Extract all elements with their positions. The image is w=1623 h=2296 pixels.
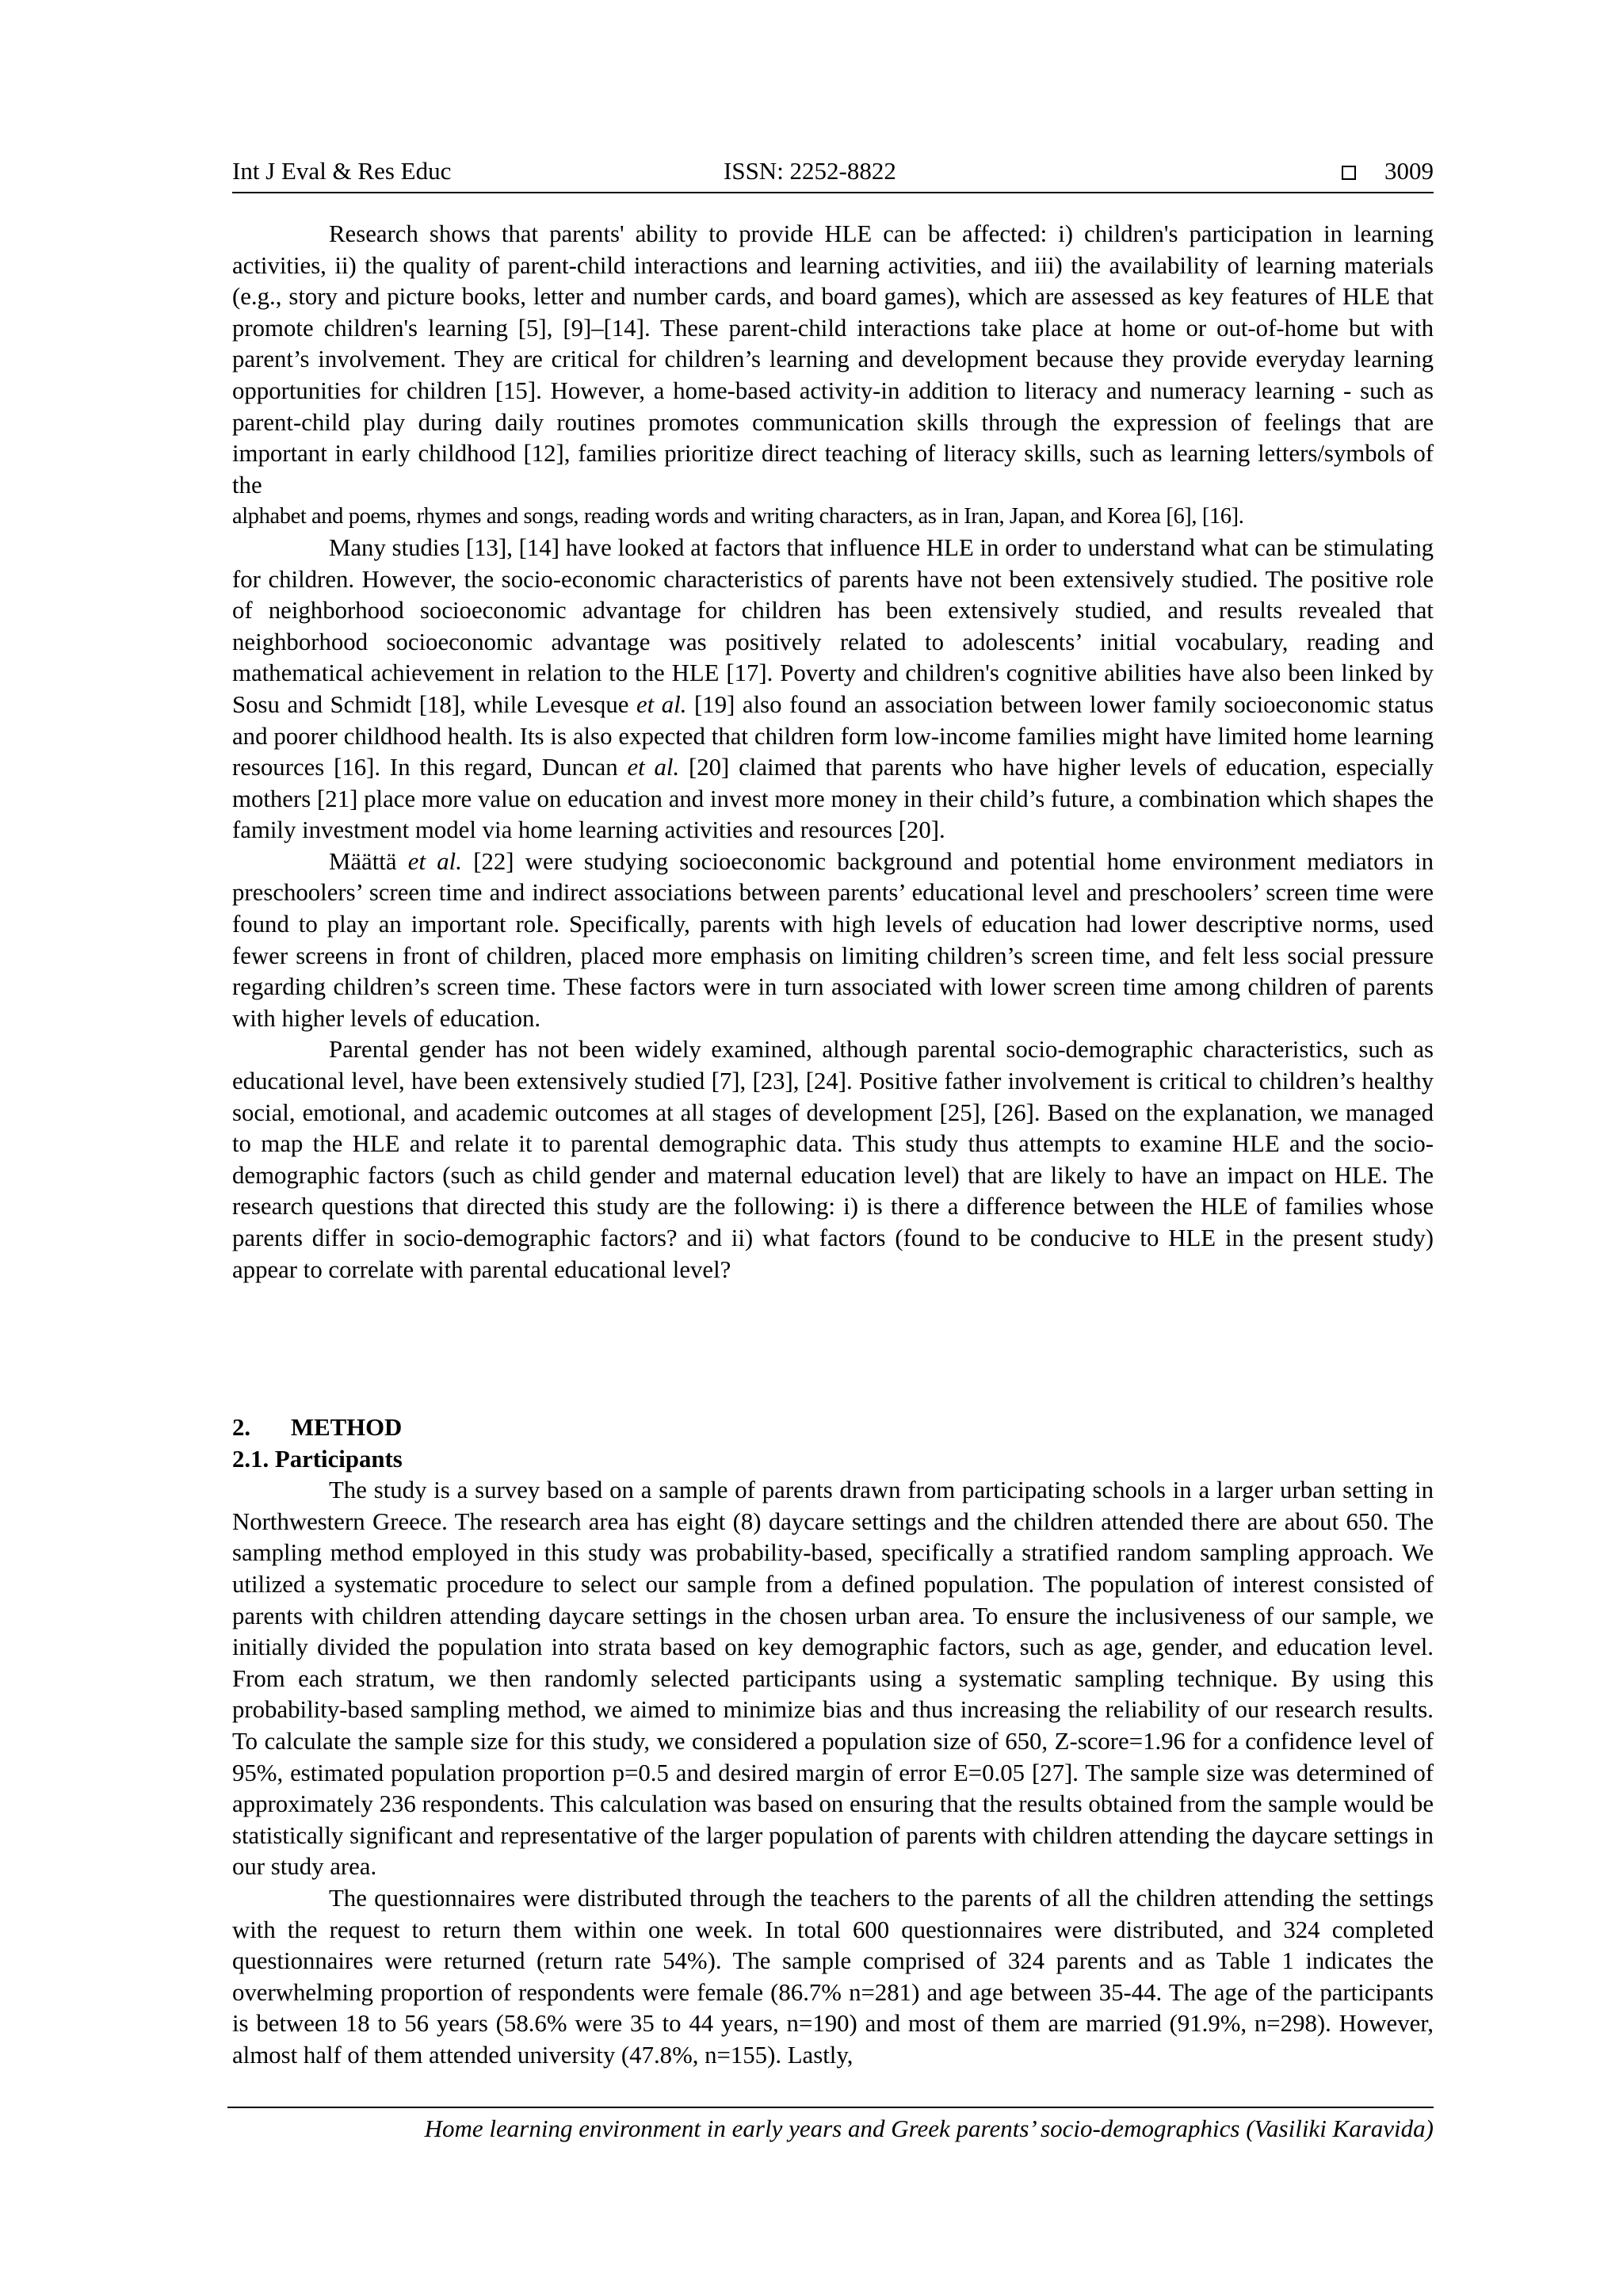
paragraph-2 bbox=[232, 533, 1434, 846]
paragraph-3-text-b: [22] were studying socioeconomic background and potential home environment mediators in preschoolers’ screen time and indirect associations between parents’ educational level and preschoolers’ screen time were found to play an important role. Specifically, parents with high levels of education had lower descriptive norms, used fewer screens in front of children, placed more emphasis on limiting children’s screen time, and felt less social pressure regarding children’s screen time. These factors were in turn associated with lower screen time among children of parents with higher levels of education. bbox=[232, 847, 1434, 1032]
running-header bbox=[232, 155, 1434, 193]
footer-text: Home learning environment in early years and Greek parents’ socio-demographics (Vasiliki Karavida) bbox=[424, 2115, 1434, 2142]
paragraph-2-text-c: [20] claimed that parents who have higher levels of education, especially mothers [21] place more value on education and invest more money in their child’s future, a combination which shapes the family investment model via home learning activities and resources [20]. bbox=[232, 754, 1434, 844]
paragraph-2-text-a: Many studies [13], [14] have looked at factors that influence HLE in order to understand what can be stimulating for children. However, the socio-economic characteristics of parents have not been extensively studied. The positive role of neighborhood socioeconomic advantage for children has been extensively studied, and results revealed that neighborhood socioeconomic advantage was positively related to adolescents’ initial vocabulary, reading and mathematical achievement in relation to the HLE [17]. Poverty and children's cognitive abilities have also been linked by Sosu and Schmidt [18], while Levesque bbox=[232, 533, 1434, 718]
running-footer bbox=[227, 2107, 1434, 2145]
section-number: 2. bbox=[232, 1414, 251, 1441]
paragraph-1-text: Research shows that parents' ability to provide HLE can be affected: i) children's participation in learning activities, ii) the quality of parent-child interactions and learning activities, and iii) the availability of learning materials (e.g., story and picture books, letter and number cards, and board games), which are assessed as key features of HLE that promote children's learning [5], [9]–[14]. These parent-child interactions take place at home or out-of-home but with parent’s involvement. They are critical for children’s learning and development because they provide everyday learning opportunities for children [15]. However, a home-based activity-in addition to literacy and numeracy learning - such as parent-child play during daily routines promotes communication skills through the expression of feelings that are important in early childhood [12], families prioritize direct teaching of literacy skills, such as learning letters/symbols of the bbox=[232, 220, 1434, 499]
method-section bbox=[232, 1412, 1434, 2071]
method-paragraph-1: The study is a survey based on a sample of parents drawn from participating schools in a larger urban setting in Northwestern Greece. The research area has eight (8) daycare settings and the children attended there are about 650. The sampling method employed in this study was probability-based, specifically a stratified random sampling approach. We utilized a systematic procedure to select our sample from a defined population. The population of interest consisted of parents with children attending daycare settings in the chosen urban area. To ensure the inclusiveness of our sample, we initially divided the population into strata based on key demographic factors, such as age, gender, and education level. From each stratum, we then randomly selected participants using a systematic sampling technique. By using this probability-based sampling method, we aimed to minimize bias and thus increasing the reliability of our research results. To calculate the sample size for this study, we considered a population size of 650, Z-score=1.96 for a confidence level of 95%, estimated population proportion p=0.5 and desired margin of error E=0.05 [27]. The sample size was determined of approximately 236 respondents. This calculation was based on ensuring that the results obtained from the sample would be statistically significant and representative of the larger population of parents with children attending the daycare settings in our study area. bbox=[232, 1477, 1434, 1881]
page-number-block bbox=[1342, 155, 1434, 187]
journal-name: Int J Eval & Res Educ bbox=[232, 157, 452, 185]
paragraph-2-text-b: [19] also found an association between lower family socioeconomic status and poorer childhood health. Its is also expected that children form low-income families might have limited home learning resources [16]. In this regard, Duncan bbox=[232, 690, 1434, 781]
square-icon bbox=[1342, 166, 1356, 180]
page-number: 3009 bbox=[1384, 157, 1434, 185]
et-al: et al. bbox=[407, 847, 462, 875]
paragraph-3 bbox=[232, 846, 1434, 1035]
paragraph-1-tail: alphabet and poems, rhymes and songs, reading words and writing characters, as in Iran, Japan, and Korea [6], [16]. bbox=[232, 504, 1244, 529]
subsection-heading bbox=[232, 1444, 1434, 1476]
subsection-number: 2.1. bbox=[232, 1445, 269, 1473]
issn: ISSN: 2252-8822 bbox=[724, 157, 896, 185]
method-paragraph-2: The questionnaires were distributed through the teachers to the parents of all the children attending the settings with the request to return them within one week. In total 600 questionnaires were distributed, and 324 completed questionnaires were returned (return rate 54%). The sample comprised of 324 parents and as Table 1 indicates the overwhelming proportion of respondents were female (86.7% n=281) and age between 35-44. The age of the participants is between 18 to 56 years (58.6% were 35 to 44 years, n=190) and most of them are married (91.9%, n=298). However, almost half of them attended university (47.8%, n=155). Lastly, bbox=[232, 1884, 1434, 2069]
subsection-title: Participants bbox=[274, 1445, 403, 1473]
et-al: et al. bbox=[627, 754, 680, 781]
paragraph-4: Parental gender has not been widely examined, although parental socio-demographic characteristics, such as educational level, have been extensively studied [7], [23], [24]. Positive father involvement is critical to children’s healthy social, emotional, and academic outcomes at all stages of development [25], [26]. Based on the explanation, we managed to map the HLE and relate it to parental demographic data. This study thus attempts to examine HLE and the socio-demographic factors (such as child gender and maternal education level) that are likely to have an impact on HLE. The research questions that directed this study are the following: i) is there a difference between the HLE of families whose parents differ in socio-demographic factors? and ii) what factors (found to be conducive to HLE in the present study) appear to correlate with parental educational level? bbox=[232, 1036, 1434, 1283]
body-text bbox=[232, 219, 1434, 1286]
paragraph-1 bbox=[232, 219, 1434, 501]
section-title: METHOD bbox=[291, 1414, 403, 1441]
paragraph-3-text-a: Määttä bbox=[329, 847, 408, 875]
et-al: et al. bbox=[636, 690, 687, 718]
section-heading bbox=[232, 1412, 1434, 1444]
